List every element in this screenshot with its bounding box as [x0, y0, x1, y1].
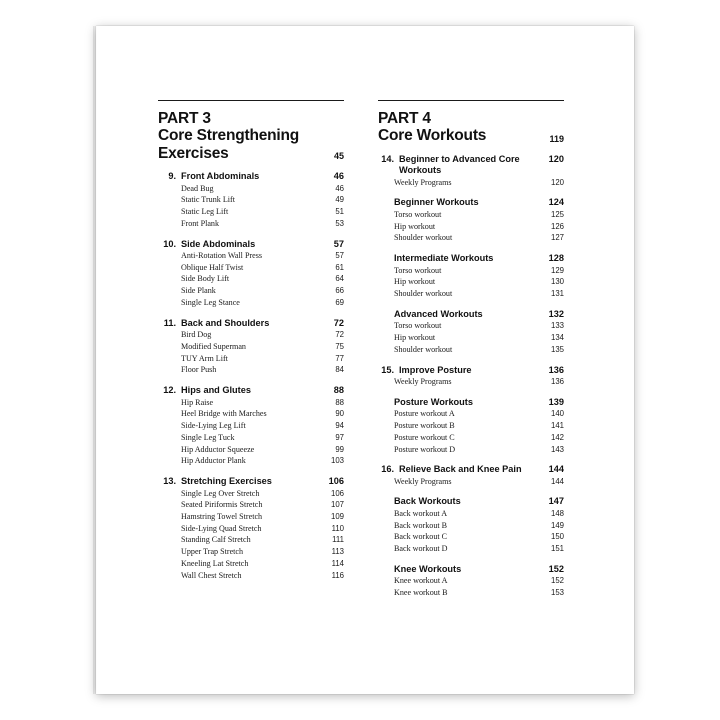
entry-title: Bird Dog — [181, 330, 212, 340]
entry-page-number: 64 — [335, 274, 344, 284]
chapter-number — [378, 496, 394, 508]
entry-page-number: 61 — [335, 262, 344, 272]
entry-page-number: 149 — [550, 520, 564, 530]
entry-title: Side Plank — [181, 286, 216, 296]
chapter-title: Side Abdominals — [181, 238, 256, 249]
toc-entry[interactable] — [378, 408, 564, 420]
entry-page-number: 144 — [550, 476, 564, 486]
entry-title: Single Leg Over Stretch — [181, 488, 260, 498]
entry-title: Anti-Rotation Wall Press — [181, 251, 263, 261]
toc-entry[interactable] — [158, 183, 344, 195]
toc-column-right — [360, 100, 564, 599]
chapter-number — [378, 253, 394, 265]
toc-entry[interactable] — [158, 420, 344, 432]
chapter-page-number: 128 — [548, 253, 564, 264]
toc-chapter[interactable] — [378, 154, 564, 177]
toc-entry[interactable] — [158, 408, 344, 420]
entry-page-number: 84 — [335, 365, 344, 375]
toc-entry[interactable] — [158, 488, 344, 500]
entry-title: Hip Raise — [181, 397, 214, 407]
toc-entry[interactable] — [158, 341, 344, 353]
entry-title: Back workout C — [394, 532, 448, 542]
toc-entry[interactable] — [158, 273, 344, 285]
entry-page-number: 127 — [550, 233, 564, 243]
entry-title: Back workout B — [394, 520, 448, 530]
entry-title: Posture workout D — [394, 444, 456, 454]
toc-entry[interactable] — [158, 206, 344, 218]
toc-entry[interactable] — [378, 332, 564, 344]
entry-title: Hip Adductor Squeeze — [181, 444, 255, 454]
entry-page-number: 151 — [550, 544, 564, 554]
toc-entry[interactable] — [378, 520, 564, 532]
entry-title: Floor Push — [181, 365, 217, 375]
entry-page-number: 57 — [335, 251, 344, 261]
toc-entry[interactable] — [158, 218, 344, 230]
toc-entry[interactable] — [378, 420, 564, 432]
chapter-title: Back and Shoulders — [181, 317, 270, 328]
toc-entry[interactable] — [378, 177, 564, 189]
entry-title: Torso workout — [394, 265, 442, 275]
entry-title: Torso workout — [394, 321, 442, 331]
toc-column-left — [158, 100, 360, 599]
entry-title: Single Leg Tuck — [181, 432, 235, 442]
chapter-page-number: 88 — [333, 385, 344, 396]
entry-title: Side-Lying Leg Lift — [181, 421, 246, 431]
entry-page-number: 106 — [330, 488, 344, 498]
chapter-page-number: 132 — [548, 308, 564, 319]
chapter-number — [378, 564, 394, 576]
toc-entry[interactable] — [158, 432, 344, 444]
entry-title: Hip workout — [394, 277, 436, 287]
chapter-number — [378, 397, 394, 409]
entry-page-number: 142 — [550, 432, 564, 442]
toc-chapter[interactable] — [378, 365, 564, 377]
part-page-number: 45 — [333, 151, 344, 162]
chapter-number: 10. — [163, 238, 176, 249]
entry-page-number: 111 — [332, 535, 344, 545]
toc-entry[interactable] — [378, 232, 564, 244]
entry-page-number: 66 — [335, 286, 344, 296]
chapter-page-number: 152 — [548, 563, 564, 574]
entry-page-number: 143 — [550, 444, 564, 454]
entry-page-number: 72 — [335, 330, 344, 340]
entry-title: Posture workout B — [394, 421, 455, 431]
entry-title: Modified Superman — [181, 341, 246, 351]
entry-title: Posture workout C — [394, 432, 455, 442]
entry-title: Hip Adductor Plank — [181, 456, 246, 466]
entry-page-number: 125 — [550, 209, 564, 219]
chapter-title: Relieve Back and Knee Pain — [399, 464, 522, 475]
book-page — [96, 26, 634, 694]
entry-title: Static Leg Lift — [181, 207, 229, 217]
toc-entry[interactable] — [378, 476, 564, 488]
entry-title: Weekly Programs — [394, 476, 452, 486]
entry-page-number: 130 — [550, 277, 564, 287]
toc-entry[interactable] — [158, 523, 344, 535]
chapter-title: Improve Posture — [399, 364, 472, 375]
entry-page-number: 97 — [335, 432, 344, 442]
toc-sections-left — [158, 171, 344, 581]
entry-page-number: 114 — [331, 558, 344, 568]
chapter-page-number: 106 — [328, 476, 344, 487]
chapter-title: Beginner Workouts — [394, 197, 479, 208]
toc-entry[interactable] — [158, 455, 344, 467]
toc-entry[interactable] — [378, 508, 564, 520]
entry-page-number: 103 — [330, 456, 344, 466]
entry-page-number: 153 — [550, 588, 564, 598]
toc-entry[interactable] — [158, 297, 344, 309]
toc-chapter[interactable] — [378, 253, 564, 265]
chapter-title-line2: Workouts — [399, 165, 442, 176]
toc-entry[interactable] — [378, 265, 564, 277]
entry-title: Weekly Programs — [394, 177, 452, 187]
entry-title: Static Trunk Lift — [181, 195, 235, 205]
toc-entry[interactable] — [378, 587, 564, 599]
chapter-number: 14. — [381, 153, 394, 164]
toc-entry[interactable] — [158, 558, 344, 570]
chapter-page-number: 120 — [548, 153, 564, 164]
chapter-page-number: 46 — [333, 171, 344, 182]
chapter-page-number: 144 — [548, 464, 564, 475]
toc-chapter[interactable] — [158, 318, 344, 330]
part-label: PART 4 — [378, 110, 431, 127]
entry-page-number: 133 — [550, 321, 564, 331]
toc-columns — [158, 100, 578, 599]
entry-page-number: 109 — [330, 512, 344, 521]
chapter-title: Knee Workouts — [394, 563, 462, 574]
toc-chapter[interactable] — [158, 239, 344, 251]
part-page-number: 119 — [549, 133, 564, 144]
entry-page-number: 135 — [550, 344, 564, 354]
chapter-title: Hips and Glutes — [181, 385, 251, 396]
entry-page-number: 107 — [330, 500, 344, 510]
entry-page-number: 150 — [550, 532, 564, 542]
toc-entry[interactable] — [158, 329, 344, 341]
chapter-page-number: 139 — [548, 396, 564, 407]
entry-page-number: 90 — [335, 409, 344, 419]
chapter-page-number: 147 — [548, 496, 564, 507]
entry-title: Hip workout — [394, 333, 436, 343]
entry-page-number: 69 — [335, 297, 344, 307]
toc-entry[interactable] — [158, 397, 344, 409]
entry-title: Front Plank — [181, 218, 219, 228]
toc-entry[interactable] — [158, 570, 344, 582]
entry-page-number: 75 — [335, 341, 344, 351]
entry-page-number: 88 — [335, 397, 344, 407]
chapter-number — [378, 197, 394, 209]
part-label: PART 3 — [158, 110, 211, 127]
part-heading-left — [158, 110, 344, 162]
chapter-page-number: 124 — [548, 197, 564, 208]
entry-page-number: 77 — [335, 353, 344, 363]
entry-title: Standing Calf Stretch — [181, 535, 251, 545]
toc-entry[interactable] — [158, 534, 344, 546]
entry-title: Posture workout A — [394, 409, 455, 419]
chapter-title: Beginner to Advanced Core Workouts — [399, 154, 542, 177]
toc-entry[interactable] — [158, 285, 344, 297]
part-title-line2: Exercises — [158, 144, 229, 162]
toc-sections-right — [378, 154, 564, 599]
entry-title: Torso workout — [394, 209, 442, 219]
toc-entry[interactable] — [378, 432, 564, 444]
chapter-title: Stretching Exercises — [181, 476, 272, 487]
entry-title: Shoulder workout — [394, 289, 453, 299]
entry-page-number: 131 — [550, 289, 564, 299]
chapter-title: Back Workouts — [394, 496, 461, 507]
toc-entry[interactable] — [158, 250, 344, 262]
entry-title: Oblique Half Twist — [181, 262, 244, 272]
toc-entry[interactable] — [158, 353, 344, 365]
chapter-number: 12. — [163, 385, 176, 396]
toc-entry[interactable] — [158, 364, 344, 376]
toc-entry[interactable] — [378, 221, 564, 233]
entry-title: Knee workout B — [394, 588, 448, 598]
toc-entry[interactable] — [378, 575, 564, 587]
entry-title: Seated Piriformis Stretch — [181, 500, 263, 510]
entry-title: Weekly Programs — [394, 377, 452, 387]
toc-entry[interactable] — [378, 376, 564, 388]
chapter-title: Intermediate Workouts — [394, 253, 494, 264]
part-title-left — [158, 110, 299, 162]
chapter-number: 15. — [381, 364, 394, 375]
entry-title: Upper Trap Stretch — [181, 547, 244, 557]
entry-title: Dead Bug — [181, 183, 214, 193]
toc-entry[interactable] — [158, 262, 344, 274]
part-heading-right — [378, 110, 564, 145]
entry-title: TUY Arm Lift — [181, 353, 228, 363]
entry-title: Side Body Lift — [181, 274, 230, 284]
entry-title: Shoulder workout — [394, 344, 453, 354]
toc-chapter[interactable] — [378, 397, 564, 409]
toc-entry[interactable] — [378, 531, 564, 543]
toc-chapter[interactable] — [158, 476, 344, 488]
entry-page-number: 140 — [550, 409, 564, 419]
entry-title: Back workout D — [394, 544, 448, 554]
part-title-right — [378, 110, 486, 145]
entry-title: Knee workout A — [394, 576, 448, 586]
toc-entry[interactable] — [378, 209, 564, 221]
entry-title: Hamstring Towel Stretch — [181, 512, 263, 521]
entry-page-number: 120 — [550, 177, 564, 187]
chapter-number: 16. — [381, 464, 394, 475]
toc-entry[interactable] — [378, 543, 564, 555]
toc-entry[interactable] — [158, 546, 344, 558]
entry-page-number: 51 — [335, 207, 344, 217]
toc-entry[interactable] — [378, 288, 564, 300]
toc-chapter[interactable] — [378, 309, 564, 321]
column-rule — [158, 100, 344, 101]
entry-title: Wall Chest Stretch — [181, 570, 242, 580]
entry-page-number: 94 — [335, 421, 344, 431]
toc-chapter[interactable] — [158, 385, 344, 397]
toc-entry[interactable] — [378, 276, 564, 288]
entry-title: Single Leg Stance — [181, 297, 240, 307]
entry-title: Heel Bridge with Marches — [181, 409, 267, 419]
entry-page-number: 148 — [550, 508, 564, 518]
chapter-number — [378, 309, 394, 321]
entry-page-number: 49 — [335, 195, 344, 205]
toc-chapter[interactable] — [378, 464, 564, 476]
chapter-page-number: 72 — [333, 317, 344, 328]
entry-page-number: 126 — [550, 221, 564, 231]
chapter-title: Posture Workouts — [394, 396, 473, 407]
entry-title: Shoulder workout — [394, 233, 453, 243]
entry-page-number: 99 — [335, 444, 344, 454]
toc-entry[interactable] — [158, 511, 344, 523]
entry-title: Kneeling Lat Stretch — [181, 558, 249, 568]
entry-page-number: 110 — [331, 523, 344, 533]
chapter-page-number: 136 — [548, 364, 564, 375]
entry-page-number: 134 — [550, 333, 564, 343]
toc-chapter[interactable] — [378, 496, 564, 508]
chapter-page-number: 57 — [333, 238, 344, 249]
entry-page-number: 46 — [335, 183, 344, 193]
entry-title: Hip workout — [394, 221, 436, 231]
part-title-line1: Core Strengthening — [158, 127, 300, 145]
column-rule — [378, 100, 564, 101]
toc-chapter[interactable] — [378, 197, 564, 209]
toc-entry[interactable] — [378, 444, 564, 456]
chapter-title: Advanced Workouts — [394, 308, 483, 319]
chapter-title: Front Abdominals — [181, 171, 260, 182]
entry-page-number: 116 — [331, 570, 344, 580]
entry-page-number: 136 — [550, 377, 564, 387]
entry-title: Side-Lying Quad Stretch — [181, 523, 262, 533]
entry-title: Back workout A — [394, 508, 448, 518]
entry-page-number: 53 — [335, 218, 344, 228]
toc-entry[interactable] — [158, 194, 344, 206]
entry-page-number: 152 — [550, 576, 564, 586]
part-title-line1: Core Workouts — [378, 127, 487, 145]
chapter-number: 13. — [163, 476, 176, 487]
chapter-number: 9. — [168, 171, 176, 182]
toc-entry[interactable] — [378, 320, 564, 332]
chapter-number: 11. — [163, 317, 176, 328]
entry-page-number: 129 — [550, 265, 564, 275]
toc-entry[interactable] — [378, 344, 564, 356]
entry-page-number: 141 — [550, 421, 564, 431]
toc-chapter[interactable] — [158, 171, 344, 183]
entry-page-number: 113 — [331, 547, 344, 557]
toc-chapter[interactable] — [378, 564, 564, 576]
toc-entry[interactable] — [158, 499, 344, 511]
toc-entry[interactable] — [158, 444, 344, 456]
